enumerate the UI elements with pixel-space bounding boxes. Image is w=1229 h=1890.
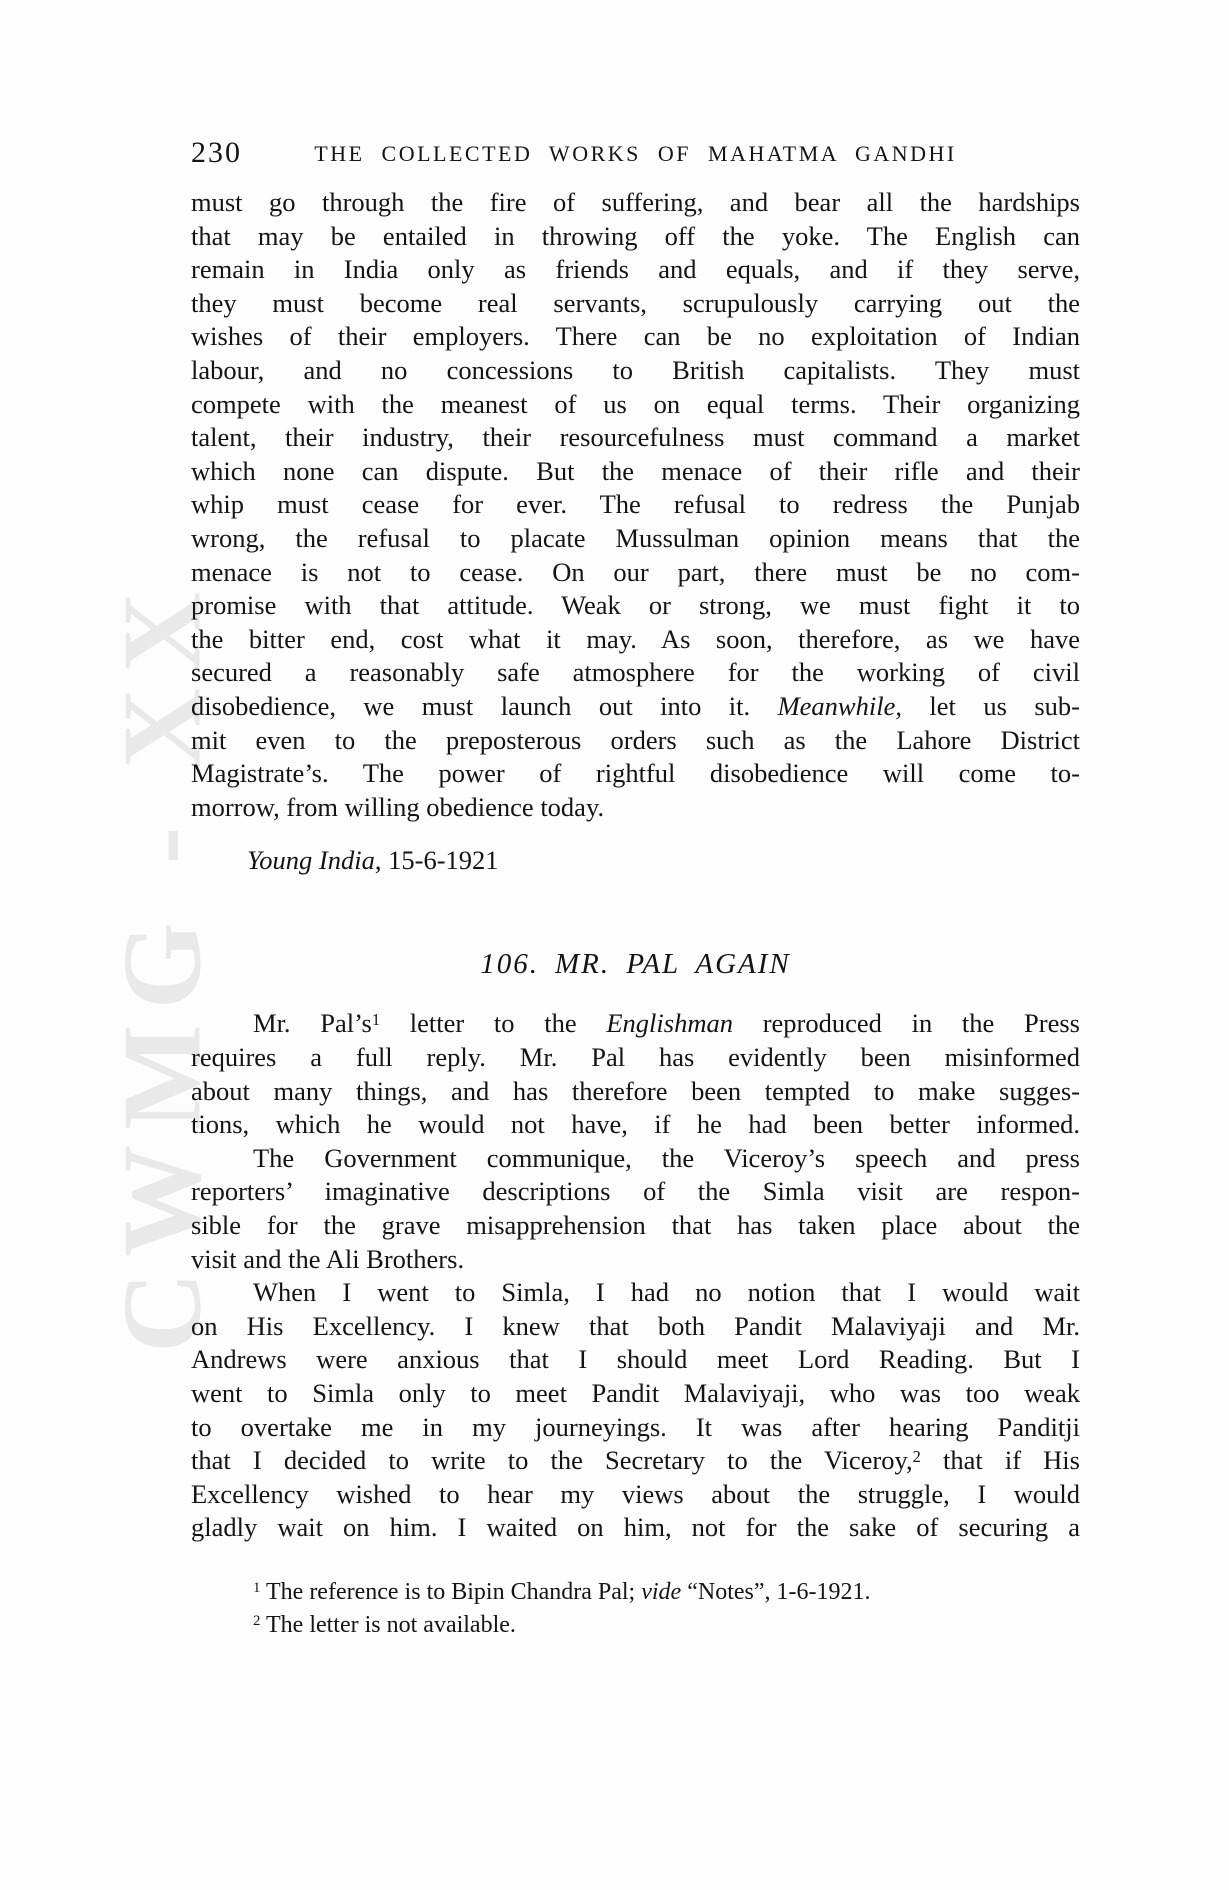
text-run: Excellency wished to hear my views about the struggle, I would xyxy=(191,1478,1080,1509)
text-line xyxy=(191,1276,1080,1310)
text-line xyxy=(191,522,1080,556)
text-run: When I went to Simla, I had no notion that I would wait xyxy=(253,1277,1080,1308)
paragraph xyxy=(191,1007,1080,1141)
text-run: menace is not to cease. On our part, there must be no com- xyxy=(191,556,1080,587)
text-line xyxy=(191,253,1080,287)
text-line xyxy=(191,589,1080,623)
text-run: they must become real servants, scrupulously carrying out the xyxy=(191,287,1080,318)
text-run: Mr. Pal’s xyxy=(253,1008,372,1039)
text-line xyxy=(191,1108,1080,1142)
text-line xyxy=(191,1041,1080,1075)
article-paragraphs xyxy=(191,1007,1080,1545)
text-run: that I decided to write to the Secretary to the Viceroy, xyxy=(191,1445,913,1476)
text-run: about many things, and has therefore been tempted to make sugges- xyxy=(191,1075,1080,1106)
footnote xyxy=(191,1576,1080,1609)
text-line xyxy=(191,220,1080,254)
footnote-ref: 1 xyxy=(371,1010,381,1030)
text-run: mit even to the preposterous orders such as the Lahore District xyxy=(191,724,1080,755)
text-run: that if His xyxy=(920,1445,1080,1476)
text-run: letter to the xyxy=(380,1008,607,1039)
text-run: Magistrate’s. The power of rightful disobedience will come to- xyxy=(191,758,1080,789)
italic-text: Young India xyxy=(247,845,375,876)
footnote-ref: 2 xyxy=(912,1446,921,1466)
text-line xyxy=(191,690,1080,724)
text-run: labour, and no concessions to British capitalists. They must xyxy=(191,354,1080,385)
text-line xyxy=(191,354,1080,388)
continuation-paragraph xyxy=(191,186,1080,824)
text-run: let us sub- xyxy=(901,690,1080,721)
text-run: Andrews were anxious that I should meet Lord Reading. But I xyxy=(191,1344,1080,1375)
text-run: “Notes”, 1-6-1921. xyxy=(681,1578,871,1605)
body-text xyxy=(191,186,1080,1642)
text-line xyxy=(191,388,1080,422)
cwmg-watermark: CWMG - XX xyxy=(100,577,225,1353)
text-run: must go through the fire of suffering, and bear all the hardships xyxy=(191,187,1080,217)
text-line xyxy=(191,1310,1080,1344)
text-line xyxy=(191,724,1080,758)
running-title: THE COLLECTED WORKS OF MAHATMA GANDHI xyxy=(314,141,957,166)
text-line xyxy=(191,1478,1080,1512)
text-line xyxy=(191,1444,1080,1478)
article-title: MR. PAL AGAIN xyxy=(554,947,791,980)
text-run: talent, their industry, their resourcefulness must command a market xyxy=(191,422,1080,453)
text-run: whip must cease for ever. The refusal to redress the Punjab xyxy=(191,489,1080,520)
text-run: the bitter end, cost what it may. As soon, therefore, as we have xyxy=(191,623,1080,654)
text-run: went to Simla only to meet Pandit Malaviyaji, who was too weak xyxy=(191,1378,1080,1408)
text-run: The reference is to Bipin Chandra Pal; xyxy=(260,1578,642,1605)
text-run: requires a full reply. Mr. Pal has evidently been misinformed xyxy=(191,1042,1080,1073)
article-number: 106. xyxy=(480,947,539,980)
text-run: promise with that attitude. Weak or strong, we must fight it to xyxy=(191,590,1080,621)
text-run: reporters’ imaginative descriptions of the Simla visit are respon- xyxy=(191,1176,1080,1207)
text-run: remain in India only as friends and equals, and if they serve, xyxy=(191,254,1080,285)
text-line xyxy=(191,1175,1080,1209)
source-line xyxy=(191,844,1080,878)
text-run: disobedience, we must launch out into it. xyxy=(191,690,778,721)
text-line xyxy=(191,556,1080,590)
text-line xyxy=(191,287,1080,321)
paragraph xyxy=(191,1142,1080,1276)
text-run: to overtake me in my journeyings. It was after hearing Panditji xyxy=(191,1411,1080,1442)
text-run: morrow, from willing obedience today. xyxy=(191,791,605,822)
footnote-ref: 2 xyxy=(253,1613,261,1630)
text-line xyxy=(191,1142,1080,1176)
footnotes xyxy=(191,1576,1080,1642)
text-line xyxy=(191,1209,1080,1243)
text-run: gladly wait on him. I waited on him, not for the sake of securing a xyxy=(191,1512,1080,1543)
text-line xyxy=(191,1075,1080,1109)
text-line xyxy=(191,1377,1080,1411)
text-line xyxy=(191,656,1080,690)
text-run: reproduced in the Press xyxy=(732,1008,1080,1039)
text-run: that may be entailed in throwing off the yoke. The English can xyxy=(191,220,1080,251)
text-line xyxy=(191,1007,1080,1041)
text-run: compete with the meanest of us on equal terms. Their organizing xyxy=(191,388,1080,419)
footnote-ref: 1 xyxy=(253,1580,261,1597)
text-run: which none can dispute. But the menace of their rifle and their xyxy=(191,455,1080,486)
text-line xyxy=(191,1243,1080,1277)
italic-text: Meanwhile, xyxy=(777,690,902,721)
text-line xyxy=(191,1411,1080,1445)
text-line xyxy=(191,1343,1080,1377)
page-number: 230 xyxy=(191,136,242,169)
text-run: The Government communique, the Viceroy’s speech and press xyxy=(253,1142,1080,1173)
paragraph xyxy=(191,1276,1080,1545)
text-line xyxy=(191,421,1080,455)
text-run: on His Excellency. I knew that both Pandit Malaviyaji and Mr. xyxy=(191,1310,1080,1341)
text-run: secured a reasonably safe atmosphere for the working of civil xyxy=(191,657,1080,688)
text-line xyxy=(191,488,1080,522)
text-line xyxy=(191,320,1080,354)
running-header xyxy=(191,136,1080,172)
italic-text: vide xyxy=(641,1578,682,1605)
text-run: sible for the grave misapprehension that has taken place about the xyxy=(191,1210,1080,1241)
text-line xyxy=(191,791,1080,825)
text-run: , 15-6-1921 xyxy=(374,845,499,876)
text-run: The letter is not available. xyxy=(260,1611,516,1638)
text-line xyxy=(191,1511,1080,1545)
text-run: tions, which he would not have, if he had been better informed. xyxy=(191,1109,1080,1140)
article-heading xyxy=(191,948,1080,982)
italic-text: Englishman xyxy=(606,1008,733,1039)
text-run: visit and the Ali Brothers. xyxy=(191,1243,465,1274)
footnote xyxy=(191,1609,1080,1642)
text-line xyxy=(191,186,1080,220)
text-line xyxy=(191,623,1080,657)
text-run: wrong, the refusal to placate Mussulman opinion means that the xyxy=(191,522,1080,553)
text-run: wishes of their employers. There can be no exploitation of Indian xyxy=(191,321,1080,352)
text-line xyxy=(191,455,1080,489)
text-line xyxy=(191,757,1080,791)
